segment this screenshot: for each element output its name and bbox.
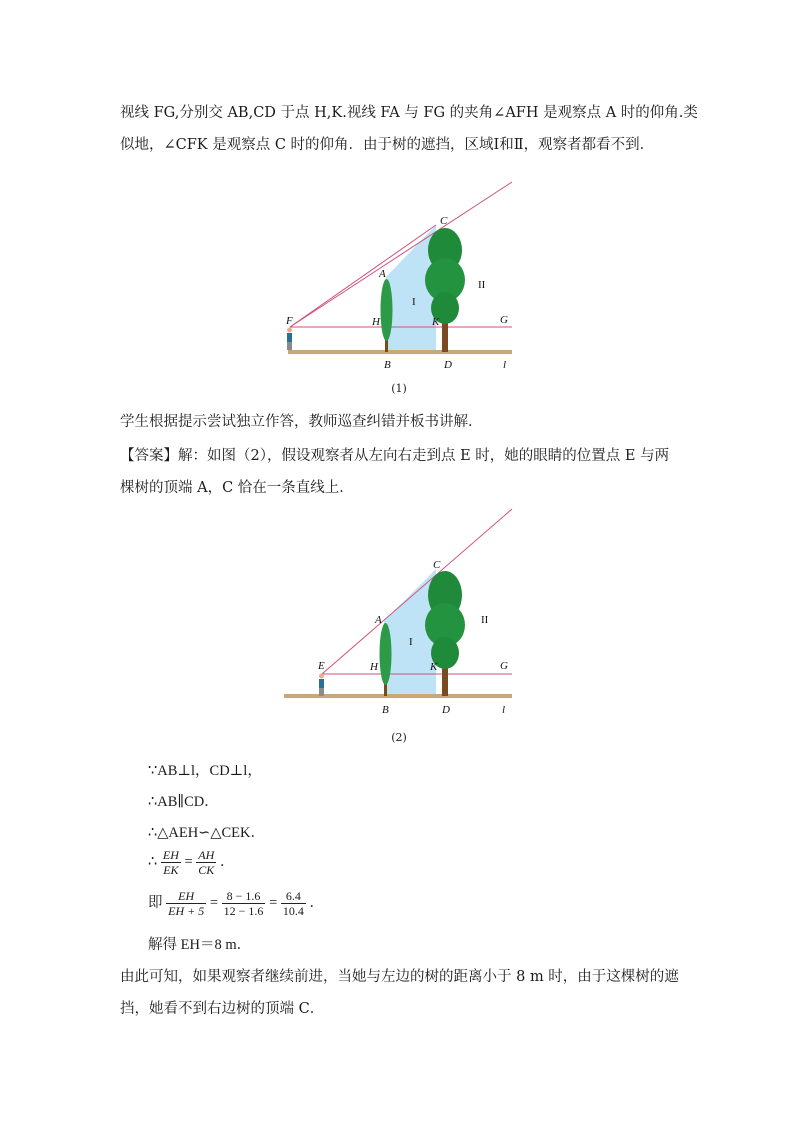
label-region-2: II (478, 279, 486, 291)
fraction-denominator: CK (198, 863, 215, 877)
label-g: G (500, 660, 508, 672)
label-h: H (372, 316, 380, 328)
ground-line (288, 350, 512, 354)
fraction-denominator: EK (163, 863, 179, 877)
math-step-6: 解得 EH＝8 m． (148, 937, 252, 953)
paragraph-line: 似地，∠CFK 是观察点 C 时的仰角．由于树的遮挡，区域Ⅰ和Ⅱ，观察者都看不到． (120, 137, 655, 153)
figure-1-caption: (1) (391, 382, 407, 395)
label-g: G (500, 314, 508, 326)
period: ． (309, 894, 324, 911)
conclusion-line: 由此可知，如果观察者继续前进，当她与左边的树的距离小于 8 m 时，由于这棵树的遮 (120, 969, 679, 985)
fraction-numerator: 8 − 1.6 (222, 889, 266, 904)
label-h: H (370, 661, 378, 673)
math-step-2: ∴AB∥CD． (148, 794, 219, 810)
fraction-ah-ck (196, 848, 216, 877)
fraction-numerator: EH (162, 848, 179, 862)
label-k: K (432, 316, 440, 328)
paragraph-line: 学生根据提示尝试独立作答，教师巡查纠错并板书讲解． (120, 414, 483, 430)
label-d: D (442, 704, 450, 716)
math-step-1: ∵AB⊥l，CD⊥l， (148, 763, 262, 779)
conclusion-line: 挡，她看不到右边树的顶端 C． (120, 1001, 325, 1017)
label-c: C (440, 215, 448, 227)
fraction-numerator: 6.4 (281, 889, 306, 904)
observer-figure (287, 333, 292, 342)
label-a: A (375, 614, 382, 626)
fraction-eh-eh5 (166, 889, 206, 918)
fraction-numerator: AH (196, 848, 216, 863)
ground-line (284, 694, 512, 698)
label-k: K (430, 661, 438, 673)
label-b: B (384, 359, 391, 371)
math-step-3: ∴△AEH∽△CEK． (148, 825, 265, 841)
equals-sign: = (269, 894, 278, 911)
fraction-denominator: EH + 5 (168, 904, 205, 918)
figure-2-diagram (270, 507, 530, 717)
fraction-eh-ek (161, 848, 181, 877)
paragraph-line: 视线 FG,分别交 AB,CD 于点 H,K.视线 FA 与 FG 的夹角∠AFH 是观察点 A 时的仰角.类 (120, 105, 698, 121)
fraction-result (281, 889, 306, 918)
figure-1-diagram (270, 180, 530, 375)
namely-text: 即 (148, 894, 163, 911)
fraction-denominator: 12 − 1.6 (223, 904, 264, 918)
equals-sign: = (184, 853, 193, 870)
small-tree-foliage (381, 279, 393, 341)
observer-figure (319, 679, 324, 688)
label-l: l (502, 704, 506, 716)
math-step-4 (148, 848, 234, 877)
fraction-denominator: 10.4 (282, 904, 304, 918)
equals-sign: = (209, 894, 219, 911)
label-b: B (382, 704, 389, 716)
label-e: E (318, 660, 325, 672)
small-tree-foliage (380, 623, 392, 685)
therefore-symbol: ∴ (148, 853, 158, 870)
answer-line: 棵树的顶端 A，C 恰在一条直线上． (120, 480, 354, 496)
label-f: F (286, 315, 293, 327)
label-l: l (503, 359, 507, 371)
period: ． (219, 853, 235, 870)
fraction-numeric (222, 889, 266, 918)
label-c: C (433, 559, 441, 571)
label-region-1: I (409, 636, 413, 648)
label-a: A (379, 268, 386, 280)
figure-2-caption: (2) (391, 731, 407, 744)
label-region-1: I (412, 296, 416, 308)
answer-line: 【答案】解：如图（2），假设观察者从左向右走到点 E 时，她的眼睛的位置点 E 与两 (120, 448, 670, 464)
label-d: D (444, 359, 452, 371)
math-step-5 (148, 889, 324, 918)
label-region-2: II (481, 614, 489, 626)
fraction-numerator: EH (166, 889, 206, 904)
